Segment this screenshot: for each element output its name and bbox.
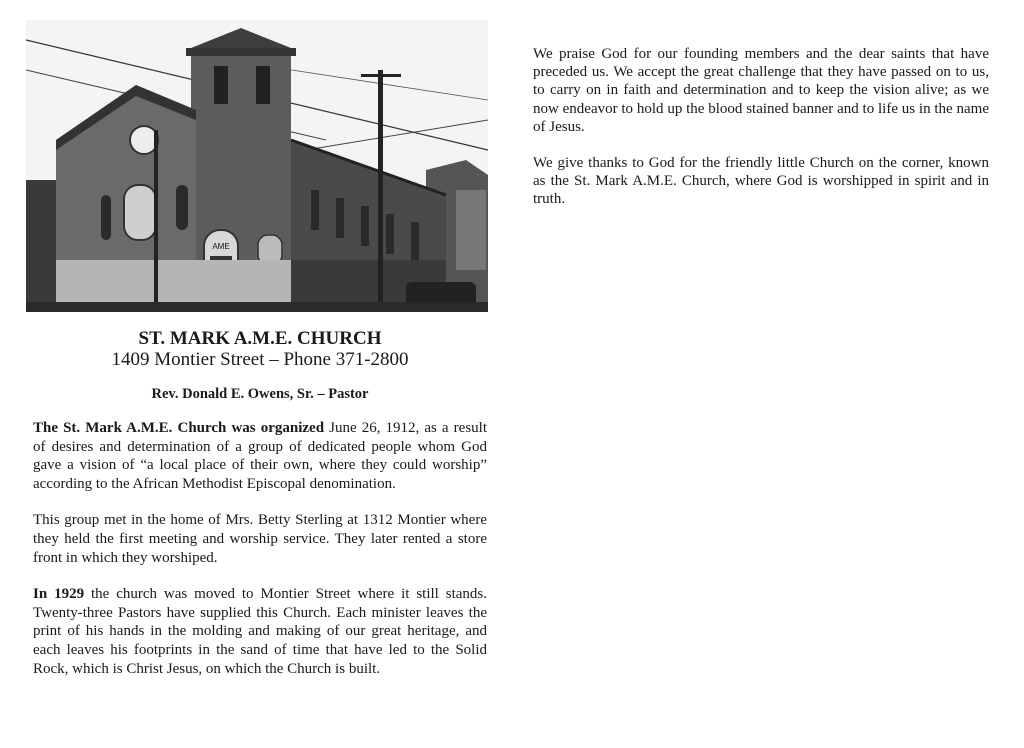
year-lead: In 1929 <box>33 586 85 603</box>
organized-text: June 26, 1912, as a result of desires and determination of a group of dedicated people whom God gave a vision of “a local place of their own, where they could worship” according to the African Methodist Episcopal denomination. <box>33 420 487 492</box>
history-paragraph-1 <box>33 419 487 493</box>
moved-text: the church was moved to Montier Street where it still stands. Twenty-three Pastors have supplied this Church. Each minister leaves the print of his hands in the molding and making of our great heritage, and each leaves his footprints in the sand of time that have led to the Solid Rock, which is Christ Jesus, on which the Church is built. <box>33 586 487 677</box>
church-sign: AME <box>212 242 230 251</box>
organized-lead: The St. Mark A.M.E. Church was organized <box>33 420 325 436</box>
church-name-heading: ST. MARK A.M.E. CHURCH <box>138 328 382 349</box>
church-building-photo <box>26 20 488 312</box>
church-photo <box>26 20 488 312</box>
history-paragraph-3 <box>33 585 487 678</box>
address-line: 1409 Montier Street – Phone 371-2800 <box>111 349 409 370</box>
left-column <box>33 328 487 678</box>
praise-paragraph: We praise God for our founding members and the dear saints that have preceded us. We accept the great challenge that they have passed on to us, to carry on in faith and determination and to keep the vision alive; as we now endeavor to hold up the blood stained banner and to life us in the name of Jesus. <box>533 46 989 135</box>
thanks-paragraph: We give thanks to God for the friendly little Church on the corner, known as the St. Mark A.M.E. Church, where God is worshipped in spirit and in truth. <box>533 155 989 208</box>
right-column <box>533 45 989 209</box>
history-paragraph-2: This group met in the home of Mrs. Betty Sterling at 1312 Montier where they held the first meeting and worship service. They later rented a store front in which they worshiped. <box>33 512 487 566</box>
pastor-line: Rev. Donald E. Owens, Sr. – Pastor <box>151 386 369 402</box>
